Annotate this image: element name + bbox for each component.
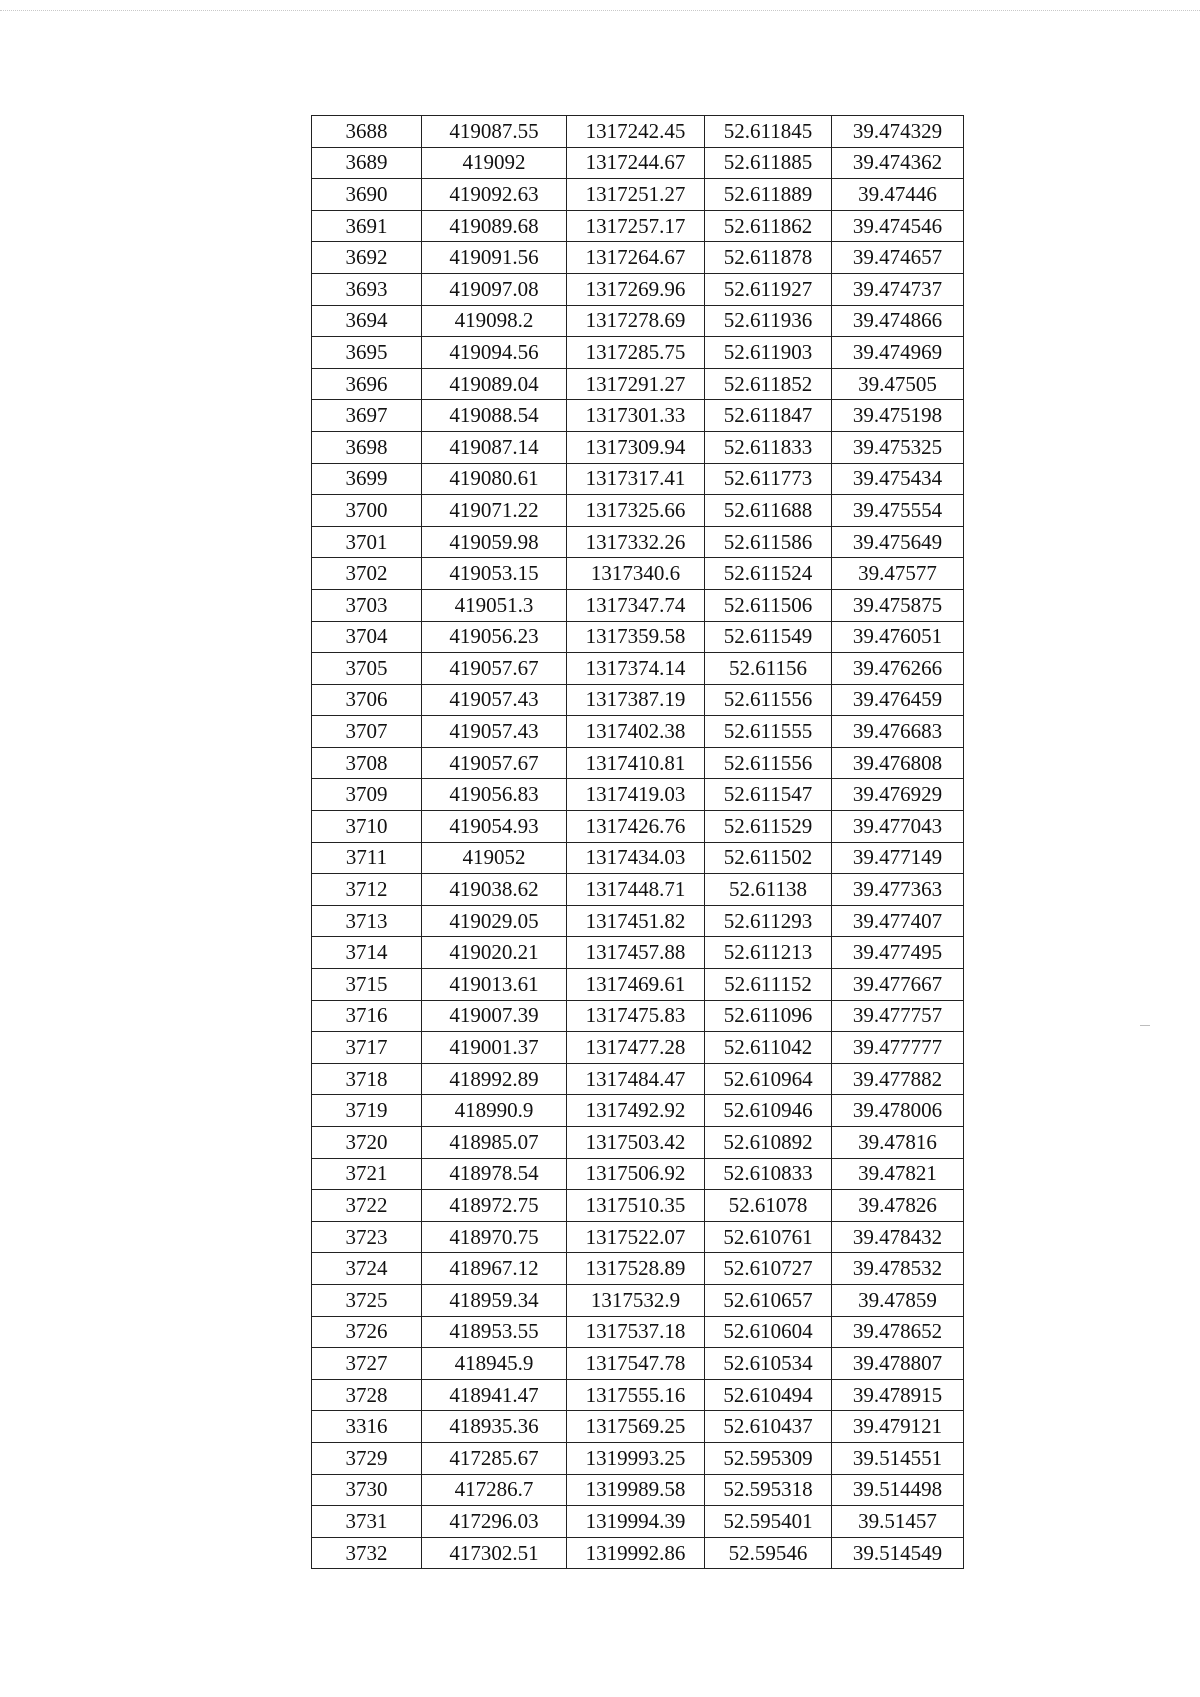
table-row xyxy=(312,684,964,716)
longitude-cell: 39.478006 xyxy=(832,1095,964,1127)
latitude-cell: 52.611042 xyxy=(705,1032,832,1064)
longitude-cell: 39.475875 xyxy=(832,589,964,621)
y-coordinate-cell: 1317244.67 xyxy=(567,147,705,179)
longitude-cell: 39.478532 xyxy=(832,1253,964,1285)
longitude-cell: 39.476683 xyxy=(832,716,964,748)
y-coordinate-cell: 1317547.78 xyxy=(567,1348,705,1380)
y-coordinate-cell: 1317522.07 xyxy=(567,1221,705,1253)
x-coordinate-cell: 417285.67 xyxy=(422,1442,567,1474)
longitude-cell: 39.477407 xyxy=(832,905,964,937)
longitude-cell: 39.474657 xyxy=(832,242,964,274)
table-row xyxy=(312,431,964,463)
point-number-cell: 3693 xyxy=(312,273,422,305)
point-number-cell: 3713 xyxy=(312,905,422,937)
table-row xyxy=(312,1411,964,1443)
table-row xyxy=(312,337,964,369)
point-number-cell: 3691 xyxy=(312,210,422,242)
table-row xyxy=(312,526,964,558)
latitude-cell: 52.61078 xyxy=(705,1190,832,1222)
table-row xyxy=(312,1063,964,1095)
point-number-cell: 3723 xyxy=(312,1221,422,1253)
x-coordinate-cell: 419057.67 xyxy=(422,747,567,779)
x-coordinate-cell: 419056.23 xyxy=(422,621,567,653)
y-coordinate-cell: 1317301.33 xyxy=(567,400,705,432)
scan-top-edge xyxy=(0,10,1200,11)
latitude-cell: 52.611847 xyxy=(705,400,832,432)
y-coordinate-cell: 1319994.39 xyxy=(567,1506,705,1538)
longitude-cell: 39.476808 xyxy=(832,747,964,779)
point-number-cell: 3690 xyxy=(312,179,422,211)
latitude-cell: 52.611502 xyxy=(705,842,832,874)
latitude-cell: 52.611845 xyxy=(705,116,832,148)
table-row xyxy=(312,1253,964,1285)
latitude-cell: 52.611936 xyxy=(705,305,832,337)
y-coordinate-cell: 1317387.19 xyxy=(567,684,705,716)
table-row xyxy=(312,1190,964,1222)
table-row xyxy=(312,716,964,748)
x-coordinate-cell: 418967.12 xyxy=(422,1253,567,1285)
x-coordinate-cell: 418992.89 xyxy=(422,1063,567,1095)
x-coordinate-cell: 419051.3 xyxy=(422,589,567,621)
point-number-cell: 3732 xyxy=(312,1537,422,1569)
latitude-cell: 52.611833 xyxy=(705,431,832,463)
table-row xyxy=(312,400,964,432)
longitude-cell: 39.474737 xyxy=(832,273,964,305)
x-coordinate-cell: 419088.54 xyxy=(422,400,567,432)
point-number-cell: 3704 xyxy=(312,621,422,653)
y-coordinate-cell: 1317359.58 xyxy=(567,621,705,653)
point-number-cell: 3700 xyxy=(312,495,422,527)
table-row xyxy=(312,116,964,148)
longitude-cell: 39.477495 xyxy=(832,937,964,969)
point-number-cell: 3731 xyxy=(312,1506,422,1538)
point-number-cell: 3705 xyxy=(312,653,422,685)
point-number-cell: 3706 xyxy=(312,684,422,716)
y-coordinate-cell: 1319992.86 xyxy=(567,1537,705,1569)
longitude-cell: 39.514549 xyxy=(832,1537,964,1569)
x-coordinate-cell: 419098.2 xyxy=(422,305,567,337)
latitude-cell: 52.610727 xyxy=(705,1253,832,1285)
latitude-cell: 52.61156 xyxy=(705,653,832,685)
x-coordinate-cell: 418959.34 xyxy=(422,1284,567,1316)
point-number-cell: 3703 xyxy=(312,589,422,621)
table-row xyxy=(312,874,964,906)
point-number-cell: 3698 xyxy=(312,431,422,463)
table-row xyxy=(312,273,964,305)
x-coordinate-cell: 418972.75 xyxy=(422,1190,567,1222)
longitude-cell: 39.478915 xyxy=(832,1379,964,1411)
point-number-cell: 3722 xyxy=(312,1190,422,1222)
x-coordinate-cell: 419071.22 xyxy=(422,495,567,527)
latitude-cell: 52.611586 xyxy=(705,526,832,558)
x-coordinate-cell: 419080.61 xyxy=(422,463,567,495)
table-row xyxy=(312,1032,964,1064)
point-number-cell: 3688 xyxy=(312,116,422,148)
longitude-cell: 39.475554 xyxy=(832,495,964,527)
longitude-cell: 39.477757 xyxy=(832,1000,964,1032)
latitude-cell: 52.611688 xyxy=(705,495,832,527)
point-number-cell: 3726 xyxy=(312,1316,422,1348)
point-number-cell: 3727 xyxy=(312,1348,422,1380)
y-coordinate-cell: 1317269.96 xyxy=(567,273,705,305)
point-number-cell: 3702 xyxy=(312,558,422,590)
y-coordinate-cell: 1317477.28 xyxy=(567,1032,705,1064)
table-row xyxy=(312,558,964,590)
x-coordinate-cell: 419059.98 xyxy=(422,526,567,558)
table-row xyxy=(312,747,964,779)
y-coordinate-cell: 1317278.69 xyxy=(567,305,705,337)
table-row xyxy=(312,305,964,337)
x-coordinate-cell: 419053.15 xyxy=(422,558,567,590)
table-row xyxy=(312,1442,964,1474)
table-row xyxy=(312,1379,964,1411)
longitude-cell: 39.477777 xyxy=(832,1032,964,1064)
longitude-cell: 39.47446 xyxy=(832,179,964,211)
table-row xyxy=(312,242,964,274)
y-coordinate-cell: 1319989.58 xyxy=(567,1474,705,1506)
latitude-cell: 52.610946 xyxy=(705,1095,832,1127)
longitude-cell: 39.474969 xyxy=(832,337,964,369)
latitude-cell: 52.611506 xyxy=(705,589,832,621)
latitude-cell: 52.610761 xyxy=(705,1221,832,1253)
x-coordinate-cell: 418970.75 xyxy=(422,1221,567,1253)
latitude-cell: 52.611927 xyxy=(705,273,832,305)
latitude-cell: 52.611547 xyxy=(705,779,832,811)
y-coordinate-cell: 1317484.47 xyxy=(567,1063,705,1095)
latitude-cell: 52.611293 xyxy=(705,905,832,937)
point-number-cell: 3697 xyxy=(312,400,422,432)
table-row xyxy=(312,1000,964,1032)
x-coordinate-cell: 417296.03 xyxy=(422,1506,567,1538)
longitude-cell: 39.474546 xyxy=(832,210,964,242)
point-number-cell: 3729 xyxy=(312,1442,422,1474)
y-coordinate-cell: 1317555.16 xyxy=(567,1379,705,1411)
table-row xyxy=(312,1537,964,1569)
table-row xyxy=(312,179,964,211)
x-coordinate-cell: 418978.54 xyxy=(422,1158,567,1190)
point-number-cell: 3692 xyxy=(312,242,422,274)
point-number-cell: 3720 xyxy=(312,1127,422,1159)
point-number-cell: 3695 xyxy=(312,337,422,369)
table-row xyxy=(312,779,964,811)
y-coordinate-cell: 1317347.74 xyxy=(567,589,705,621)
x-coordinate-cell: 418990.9 xyxy=(422,1095,567,1127)
y-coordinate-cell: 1317457.88 xyxy=(567,937,705,969)
latitude-cell: 52.595309 xyxy=(705,1442,832,1474)
scan-margin-mark xyxy=(1140,1025,1150,1026)
longitude-cell: 39.477667 xyxy=(832,969,964,1001)
x-coordinate-cell: 419013.61 xyxy=(422,969,567,1001)
table-row xyxy=(312,1348,964,1380)
x-coordinate-cell: 419001.37 xyxy=(422,1032,567,1064)
latitude-cell: 52.595318 xyxy=(705,1474,832,1506)
y-coordinate-cell: 1317410.81 xyxy=(567,747,705,779)
point-number-cell: 3699 xyxy=(312,463,422,495)
latitude-cell: 52.611556 xyxy=(705,747,832,779)
x-coordinate-cell: 418945.9 xyxy=(422,1348,567,1380)
table-row xyxy=(312,589,964,621)
y-coordinate-cell: 1317451.82 xyxy=(567,905,705,937)
x-coordinate-cell: 419057.43 xyxy=(422,684,567,716)
longitude-cell: 39.474329 xyxy=(832,116,964,148)
point-number-cell: 3718 xyxy=(312,1063,422,1095)
longitude-cell: 39.47859 xyxy=(832,1284,964,1316)
latitude-cell: 52.610657 xyxy=(705,1284,832,1316)
table-row xyxy=(312,1221,964,1253)
point-number-cell: 3716 xyxy=(312,1000,422,1032)
x-coordinate-cell: 419092 xyxy=(422,147,567,179)
y-coordinate-cell: 1319993.25 xyxy=(567,1442,705,1474)
point-number-cell: 3694 xyxy=(312,305,422,337)
longitude-cell: 39.514551 xyxy=(832,1442,964,1474)
longitude-cell: 39.476459 xyxy=(832,684,964,716)
x-coordinate-cell: 419029.05 xyxy=(422,905,567,937)
longitude-cell: 39.514498 xyxy=(832,1474,964,1506)
x-coordinate-cell: 419038.62 xyxy=(422,874,567,906)
y-coordinate-cell: 1317528.89 xyxy=(567,1253,705,1285)
point-number-cell: 3721 xyxy=(312,1158,422,1190)
table-row xyxy=(312,210,964,242)
longitude-cell: 39.479121 xyxy=(832,1411,964,1443)
x-coordinate-cell: 419087.55 xyxy=(422,116,567,148)
table-row xyxy=(312,937,964,969)
point-number-cell: 3689 xyxy=(312,147,422,179)
latitude-cell: 52.610494 xyxy=(705,1379,832,1411)
point-number-cell: 3316 xyxy=(312,1411,422,1443)
x-coordinate-cell: 419020.21 xyxy=(422,937,567,969)
point-number-cell: 3724 xyxy=(312,1253,422,1285)
longitude-cell: 39.47826 xyxy=(832,1190,964,1222)
latitude-cell: 52.611096 xyxy=(705,1000,832,1032)
y-coordinate-cell: 1317332.26 xyxy=(567,526,705,558)
x-coordinate-cell: 418985.07 xyxy=(422,1127,567,1159)
point-number-cell: 3715 xyxy=(312,969,422,1001)
latitude-cell: 52.611529 xyxy=(705,811,832,843)
longitude-cell: 39.474866 xyxy=(832,305,964,337)
latitude-cell: 52.610437 xyxy=(705,1411,832,1443)
latitude-cell: 52.61138 xyxy=(705,874,832,906)
longitude-cell: 39.477882 xyxy=(832,1063,964,1095)
y-coordinate-cell: 1317285.75 xyxy=(567,337,705,369)
x-coordinate-cell: 418935.36 xyxy=(422,1411,567,1443)
table-row xyxy=(312,1095,964,1127)
y-coordinate-cell: 1317448.71 xyxy=(567,874,705,906)
table-row xyxy=(312,463,964,495)
x-coordinate-cell: 419056.83 xyxy=(422,779,567,811)
table-row xyxy=(312,842,964,874)
table-row xyxy=(312,1284,964,1316)
point-number-cell: 3701 xyxy=(312,526,422,558)
longitude-cell: 39.475649 xyxy=(832,526,964,558)
longitude-cell: 39.47816 xyxy=(832,1127,964,1159)
y-coordinate-cell: 1317257.17 xyxy=(567,210,705,242)
x-coordinate-cell: 419057.67 xyxy=(422,653,567,685)
latitude-cell: 52.611773 xyxy=(705,463,832,495)
latitude-cell: 52.611885 xyxy=(705,147,832,179)
table-row xyxy=(312,1474,964,1506)
y-coordinate-cell: 1317426.76 xyxy=(567,811,705,843)
longitude-cell: 39.476051 xyxy=(832,621,964,653)
y-coordinate-cell: 1317251.27 xyxy=(567,179,705,211)
point-number-cell: 3707 xyxy=(312,716,422,748)
y-coordinate-cell: 1317340.6 xyxy=(567,558,705,590)
latitude-cell: 52.59546 xyxy=(705,1537,832,1569)
longitude-cell: 39.51457 xyxy=(832,1506,964,1538)
table-row xyxy=(312,1316,964,1348)
longitude-cell: 39.478432 xyxy=(832,1221,964,1253)
latitude-cell: 52.595401 xyxy=(705,1506,832,1538)
point-number-cell: 3719 xyxy=(312,1095,422,1127)
y-coordinate-cell: 1317317.41 xyxy=(567,463,705,495)
x-coordinate-cell: 419054.93 xyxy=(422,811,567,843)
point-number-cell: 3717 xyxy=(312,1032,422,1064)
x-coordinate-cell: 419007.39 xyxy=(422,1000,567,1032)
coordinates-table-body xyxy=(312,116,964,1569)
y-coordinate-cell: 1317569.25 xyxy=(567,1411,705,1443)
y-coordinate-cell: 1317291.27 xyxy=(567,368,705,400)
table-row xyxy=(312,653,964,685)
longitude-cell: 39.477149 xyxy=(832,842,964,874)
y-coordinate-cell: 1317419.03 xyxy=(567,779,705,811)
table-row xyxy=(312,905,964,937)
y-coordinate-cell: 1317510.35 xyxy=(567,1190,705,1222)
y-coordinate-cell: 1317434.03 xyxy=(567,842,705,874)
y-coordinate-cell: 1317374.14 xyxy=(567,653,705,685)
point-number-cell: 3714 xyxy=(312,937,422,969)
point-number-cell: 3709 xyxy=(312,779,422,811)
x-coordinate-cell: 419092.63 xyxy=(422,179,567,211)
x-coordinate-cell: 419091.56 xyxy=(422,242,567,274)
y-coordinate-cell: 1317402.38 xyxy=(567,716,705,748)
table-row xyxy=(312,969,964,1001)
point-number-cell: 3728 xyxy=(312,1379,422,1411)
longitude-cell: 39.475325 xyxy=(832,431,964,463)
y-coordinate-cell: 1317309.94 xyxy=(567,431,705,463)
longitude-cell: 39.475198 xyxy=(832,400,964,432)
table-row xyxy=(312,368,964,400)
longitude-cell: 39.475434 xyxy=(832,463,964,495)
latitude-cell: 52.610604 xyxy=(705,1316,832,1348)
latitude-cell: 52.611213 xyxy=(705,937,832,969)
longitude-cell: 39.47505 xyxy=(832,368,964,400)
latitude-cell: 52.611889 xyxy=(705,179,832,211)
y-coordinate-cell: 1317503.42 xyxy=(567,1127,705,1159)
latitude-cell: 52.610534 xyxy=(705,1348,832,1380)
longitude-cell: 39.474362 xyxy=(832,147,964,179)
point-number-cell: 3710 xyxy=(312,811,422,843)
x-coordinate-cell: 419057.43 xyxy=(422,716,567,748)
longitude-cell: 39.478807 xyxy=(832,1348,964,1380)
x-coordinate-cell: 418953.55 xyxy=(422,1316,567,1348)
longitude-cell: 39.476266 xyxy=(832,653,964,685)
latitude-cell: 52.611152 xyxy=(705,969,832,1001)
longitude-cell: 39.47577 xyxy=(832,558,964,590)
latitude-cell: 52.610833 xyxy=(705,1158,832,1190)
x-coordinate-cell: 419089.04 xyxy=(422,368,567,400)
latitude-cell: 52.611903 xyxy=(705,337,832,369)
y-coordinate-cell: 1317506.92 xyxy=(567,1158,705,1190)
y-coordinate-cell: 1317264.67 xyxy=(567,242,705,274)
latitude-cell: 52.611852 xyxy=(705,368,832,400)
latitude-cell: 52.611556 xyxy=(705,684,832,716)
latitude-cell: 52.611862 xyxy=(705,210,832,242)
point-number-cell: 3696 xyxy=(312,368,422,400)
table-row xyxy=(312,811,964,843)
table-row xyxy=(312,147,964,179)
table-row xyxy=(312,495,964,527)
point-number-cell: 3708 xyxy=(312,747,422,779)
x-coordinate-cell: 418941.47 xyxy=(422,1379,567,1411)
point-number-cell: 3725 xyxy=(312,1284,422,1316)
latitude-cell: 52.611878 xyxy=(705,242,832,274)
y-coordinate-cell: 1317537.18 xyxy=(567,1316,705,1348)
x-coordinate-cell: 417286.7 xyxy=(422,1474,567,1506)
x-coordinate-cell: 419094.56 xyxy=(422,337,567,369)
longitude-cell: 39.478652 xyxy=(832,1316,964,1348)
x-coordinate-cell: 419097.08 xyxy=(422,273,567,305)
point-number-cell: 3711 xyxy=(312,842,422,874)
longitude-cell: 39.477043 xyxy=(832,811,964,843)
x-coordinate-cell: 419052 xyxy=(422,842,567,874)
point-number-cell: 3712 xyxy=(312,874,422,906)
latitude-cell: 52.611555 xyxy=(705,716,832,748)
longitude-cell: 39.47821 xyxy=(832,1158,964,1190)
y-coordinate-cell: 1317469.61 xyxy=(567,969,705,1001)
latitude-cell: 52.611524 xyxy=(705,558,832,590)
y-coordinate-cell: 1317532.9 xyxy=(567,1284,705,1316)
y-coordinate-cell: 1317325.66 xyxy=(567,495,705,527)
coordinates-table xyxy=(311,115,964,1569)
table-row xyxy=(312,1506,964,1538)
table-row xyxy=(312,1158,964,1190)
x-coordinate-cell: 419089.68 xyxy=(422,210,567,242)
y-coordinate-cell: 1317492.92 xyxy=(567,1095,705,1127)
longitude-cell: 39.477363 xyxy=(832,874,964,906)
x-coordinate-cell: 417302.51 xyxy=(422,1537,567,1569)
point-number-cell: 3730 xyxy=(312,1474,422,1506)
latitude-cell: 52.610892 xyxy=(705,1127,832,1159)
y-coordinate-cell: 1317242.45 xyxy=(567,116,705,148)
table-row xyxy=(312,621,964,653)
latitude-cell: 52.610964 xyxy=(705,1063,832,1095)
y-coordinate-cell: 1317475.83 xyxy=(567,1000,705,1032)
latitude-cell: 52.611549 xyxy=(705,621,832,653)
table-row xyxy=(312,1127,964,1159)
x-coordinate-cell: 419087.14 xyxy=(422,431,567,463)
longitude-cell: 39.476929 xyxy=(832,779,964,811)
